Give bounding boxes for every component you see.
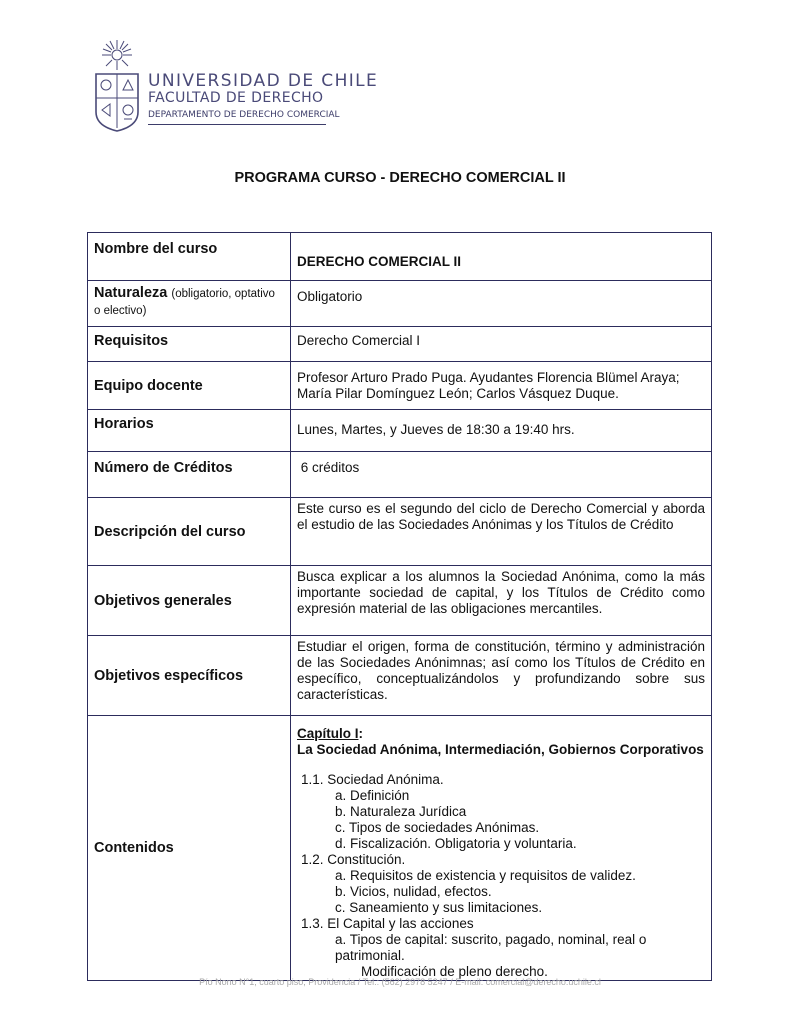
row-value: Estudiar el origen, forma de constitución, término y administración de las Sociedades Anónimnas; así como los Títulos de Crédito en específico, conceptualizándolos y profundizando sobre sus características. — [291, 636, 712, 716]
row-value: 6 créditos — [291, 452, 712, 498]
contents-cell — [291, 716, 712, 981]
row-label: Objetivos específicos — [88, 636, 291, 716]
university-name: UNIVERSIDAD DE CHILE — [148, 71, 379, 91]
list-item: a. Definición — [335, 788, 410, 803]
row-label: Horarios — [88, 410, 291, 452]
department-underline — [148, 124, 326, 125]
footer-contact: Pío Nono N°1, cuarto piso, Providencia / Tel.: (562) 2978 5247 / E-mail: comercial@derecho.uchile.cl — [199, 977, 601, 987]
faculty-name: FACULTAD DE DERECHO — [148, 90, 324, 106]
table-row — [88, 566, 712, 636]
table-row — [88, 233, 712, 281]
row-value: Este curso es el segundo del ciclo de Derecho Comercial y aborda el estudio de las Sociedades Anónimas y los Títulos de Crédito — [291, 498, 712, 566]
row-label: Nombre del curso — [88, 233, 291, 281]
document-title: PROGRAMA CURSO - DERECHO COMERCIAL II — [234, 170, 566, 186]
label-note: (obligatorio, optativo o electivo) — [94, 288, 275, 317]
row-label: Requisitos — [88, 327, 291, 362]
list-item: 1.3. El Capital y las acciones — [301, 916, 474, 931]
chapter-subtitle: La Sociedad Anónima, Intermediación, Gobiernos Corporativos — [297, 742, 704, 757]
list-item: a. Requisitos de existencia y requisitos de validez. — [335, 868, 636, 883]
table-row — [88, 452, 712, 498]
row-value: Profesor Arturo Prado Puga. Ayudantes Florencia Blümel Araya; María Pilar Domínguez León; Carlos Vásquez Duque. — [291, 362, 712, 410]
table-row — [88, 636, 712, 716]
table-row — [88, 716, 712, 981]
row-label: Contenidos — [88, 716, 291, 981]
letterhead — [92, 38, 512, 138]
row-value: Lunes, Martes, y Jueves de 18:30 a 19:40 hrs. — [291, 410, 712, 452]
course-program-table — [87, 232, 712, 981]
row-label: Descripción del curso — [88, 498, 291, 566]
list-item: a. Tipos de capital: suscrito, pagado, nominal, real o patrimonial. — [335, 932, 647, 963]
row-value: Busca explicar a los alumnos la Sociedad Anónima, como la más importante sociedad de capital, y los Títulos de Crédito como expresión material de las obligaciones mercantiles. — [291, 566, 712, 636]
row-value: DERECHO COMERCIAL II — [291, 233, 712, 281]
table-row — [88, 498, 712, 566]
row-value: Derecho Comercial I — [291, 327, 712, 362]
university-coat-of-arms-icon — [92, 38, 142, 134]
list-item: 1.2. Constitución. — [301, 852, 406, 867]
row-label: Número de Créditos — [88, 452, 291, 498]
table-row — [88, 281, 712, 327]
chapter-heading: Capítulo I: — [297, 726, 363, 741]
table-row — [88, 362, 712, 410]
row-label: Objetivos generales — [88, 566, 291, 636]
list-item: b. Vicios, nulidad, efectos. — [335, 884, 492, 899]
table-row — [88, 327, 712, 362]
list-item: c. Tipos de sociedades Anónimas. — [335, 820, 540, 835]
table-row — [88, 410, 712, 452]
list-item: 1.1. Sociedad Anónima. — [301, 772, 444, 787]
list-item: c. Saneamiento y sus limitaciones. — [335, 900, 543, 915]
row-value: Obligatorio — [291, 281, 712, 327]
row-label: Equipo docente — [88, 362, 291, 410]
row-label: Naturaleza (obligatorio, optativo o electivo) — [88, 281, 291, 327]
list-item: d. Fiscalización. Obligatoria y voluntaria. — [335, 836, 577, 851]
department-name: DEPARTAMENTO DE DERECHO COMERCIAL — [148, 110, 340, 120]
list-item: Modificación de pleno derecho. — [361, 964, 548, 979]
list-item: b. Naturaleza Jurídica — [335, 804, 467, 819]
chapter-title: Capítulo I — [297, 726, 359, 741]
